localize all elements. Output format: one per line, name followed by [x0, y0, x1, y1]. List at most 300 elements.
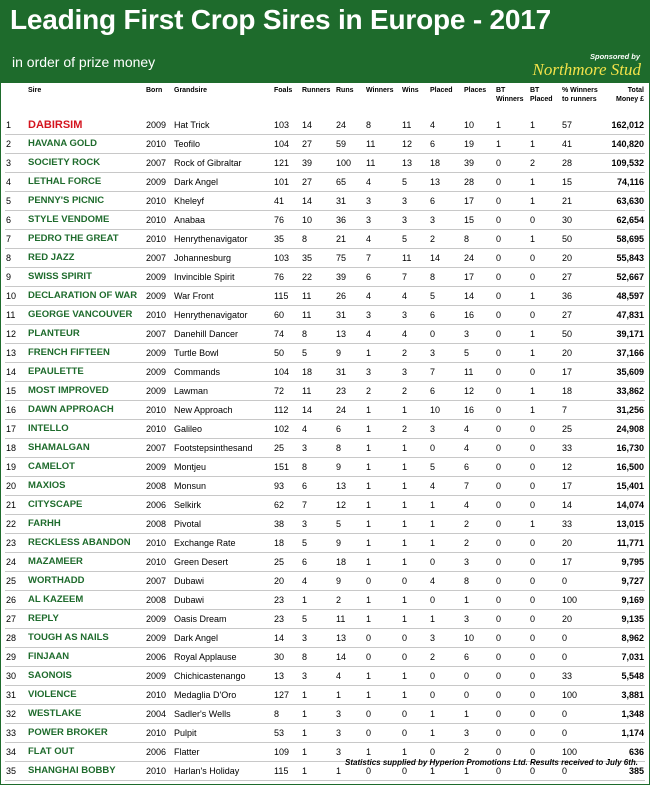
sire-name: DECLARATION OF WAR [27, 287, 145, 306]
table-cell: 2009 [145, 287, 173, 306]
table-cell: 63,630 [603, 192, 645, 211]
sire-name: PEDRO THE GREAT [27, 230, 145, 249]
table-cell: 21 [561, 192, 603, 211]
sire-name: POWER BROKER [27, 724, 145, 743]
table-row [5, 382, 645, 401]
table-cell: 11 [401, 249, 429, 268]
table-cell: 1 [365, 344, 401, 363]
table-cell: 0 [495, 325, 529, 344]
sire-name: RED JAZZ [27, 249, 145, 268]
sire-name: EPAULETTE [27, 363, 145, 382]
table-cell: 1 [401, 686, 429, 705]
table-cell: 2010 [145, 401, 173, 420]
table-cell: 3 [5, 154, 27, 173]
table-cell: 41 [561, 135, 603, 154]
table-cell: 11 [301, 287, 335, 306]
grandsire-name: Anabaa [173, 211, 273, 230]
table-cell: 31 [335, 192, 365, 211]
table-cell: 57 [561, 116, 603, 135]
table-cell: 2007 [145, 439, 173, 458]
table-cell: 27 [5, 610, 27, 629]
table-cell: 14 [5, 363, 27, 382]
table-cell: 1 [301, 743, 335, 762]
table-cell: 0 [529, 553, 561, 572]
sire-name: GEORGE VANCOUVER [27, 306, 145, 325]
table-cell: 127 [273, 686, 301, 705]
grandsire-name: Montjeu [173, 458, 273, 477]
table-cell: 4 [429, 477, 463, 496]
grandsire-name: Invincible Spirit [173, 268, 273, 287]
table-cell: 1 [463, 762, 495, 781]
table-cell: 31 [335, 363, 365, 382]
table-cell: 22 [301, 268, 335, 287]
table-body [5, 116, 645, 781]
table-cell: 14 [463, 287, 495, 306]
table-cell: 2007 [145, 572, 173, 591]
sire-name: MAZAMEER [27, 553, 145, 572]
table-cell: 6 [5, 211, 27, 230]
table-cell: 1 [429, 496, 463, 515]
table-cell: 0 [495, 648, 529, 667]
table-cell: 23 [273, 591, 301, 610]
table-cell: 2 [401, 420, 429, 439]
table-cell: 27 [561, 306, 603, 325]
table-row [5, 306, 645, 325]
table-cell: 0 [463, 686, 495, 705]
table-cell: 14 [301, 401, 335, 420]
table-cell: 4 [365, 173, 401, 192]
table-cell: 1 [365, 420, 401, 439]
table-cell: 19 [5, 458, 27, 477]
table-cell: 5 [301, 534, 335, 553]
header-banner [0, 0, 650, 83]
column-header: % Winners to runners [562, 87, 598, 103]
table-cell: 3 [429, 344, 463, 363]
table-cell: 35 [273, 230, 301, 249]
table-cell: 0 [495, 268, 529, 287]
table-cell: 12 [5, 325, 27, 344]
table-cell: 0 [529, 211, 561, 230]
table-cell: 109 [273, 743, 301, 762]
table-cell: 33 [561, 515, 603, 534]
table-cell: 0 [429, 686, 463, 705]
table-cell: 1 [429, 610, 463, 629]
grandsire-name: Green Desert [173, 553, 273, 572]
grandsire-name: Chichicastenango [173, 667, 273, 686]
table-cell: 0 [429, 591, 463, 610]
table-cell: 1,174 [603, 724, 645, 743]
column-header: Foals [274, 87, 293, 94]
table-cell: 2007 [145, 249, 173, 268]
table-cell: 2 [429, 648, 463, 667]
table-cell: 38 [273, 515, 301, 534]
table-cell: 5 [401, 230, 429, 249]
sire-name: MOST IMPROVED [27, 382, 145, 401]
grandsire-name: Dubawi [173, 591, 273, 610]
table-cell: 62,654 [603, 211, 645, 230]
table-cell: 1 [529, 401, 561, 420]
table-cell: 14 [335, 648, 365, 667]
table-cell: 5 [401, 173, 429, 192]
table-cell: 1 [365, 401, 401, 420]
table-cell: 6 [463, 648, 495, 667]
table-cell: 14 [273, 629, 301, 648]
table-cell: 9 [335, 458, 365, 477]
table-cell: 37,166 [603, 344, 645, 363]
table-cell: 0 [495, 515, 529, 534]
table-cell: 18 [301, 363, 335, 382]
table-cell: 52,667 [603, 268, 645, 287]
table-cell: 4 [401, 325, 429, 344]
table-cell: 0 [529, 306, 561, 325]
table-cell: 4 [5, 173, 27, 192]
table-cell: 1 [5, 116, 27, 135]
table-cell: 3 [335, 743, 365, 762]
sire-name: HAVANA GOLD [27, 135, 145, 154]
table-cell: 2009 [145, 458, 173, 477]
table-row [5, 572, 645, 591]
table-cell: 31,256 [603, 401, 645, 420]
table-cell: 35 [5, 762, 27, 781]
table-cell: 60 [273, 306, 301, 325]
table-cell: 0 [495, 192, 529, 211]
footer-note: Statistics supplied by Hyperion Promotions Ltd. Results received to July 6th. [345, 758, 638, 767]
table-cell: 65 [335, 173, 365, 192]
table-row [5, 116, 645, 135]
table-header [5, 86, 645, 116]
table-cell: 55,843 [603, 249, 645, 268]
table-cell: 0 [561, 762, 603, 781]
table-row [5, 401, 645, 420]
sire-name: INTELLO [27, 420, 145, 439]
table-cell: 0 [495, 496, 529, 515]
column-header: Runs [336, 87, 354, 94]
table-row [5, 534, 645, 553]
table-cell: 1 [365, 515, 401, 534]
table-cell: 76 [273, 211, 301, 230]
table-cell: 636 [603, 743, 645, 762]
table-cell: 1 [365, 439, 401, 458]
table-cell: 0 [529, 686, 561, 705]
table-cell: 59 [335, 135, 365, 154]
table-cell: 58,695 [603, 230, 645, 249]
table-cell: 13 [273, 667, 301, 686]
sire-name: PENNY'S PICNIC [27, 192, 145, 211]
table-cell: 2010 [145, 762, 173, 781]
table-cell: 11 [365, 135, 401, 154]
table-cell: 5,548 [603, 667, 645, 686]
table-cell: 50 [561, 325, 603, 344]
table-cell: 8 [301, 325, 335, 344]
table-cell: 100 [561, 686, 603, 705]
table-cell: 27 [561, 268, 603, 287]
table-cell: 5 [301, 344, 335, 363]
table-cell: 12 [463, 382, 495, 401]
table-row [5, 287, 645, 306]
table-cell: 12 [335, 496, 365, 515]
table-cell: 1 [365, 496, 401, 515]
table-cell: 7 [429, 363, 463, 382]
table-cell: 29 [5, 648, 27, 667]
table-cell: 9,169 [603, 591, 645, 610]
table-cell: 1 [365, 686, 401, 705]
table-row [5, 230, 645, 249]
table-cell: 1 [529, 192, 561, 211]
table-row [5, 211, 645, 230]
table-cell: 27 [301, 173, 335, 192]
table-cell: 14 [429, 249, 463, 268]
table-cell: 1 [529, 325, 561, 344]
grandsire-name: Lawman [173, 382, 273, 401]
table-cell: 1 [529, 173, 561, 192]
grandsire-name: Harlan's Holiday [173, 762, 273, 781]
table-cell: 7 [463, 477, 495, 496]
table-cell: 3 [335, 705, 365, 724]
table-cell: 17 [5, 420, 27, 439]
table-cell: 2010 [145, 724, 173, 743]
table-cell: 1 [301, 686, 335, 705]
table-cell: 3 [463, 610, 495, 629]
table-cell: 0 [529, 724, 561, 743]
table-cell: 7 [561, 401, 603, 420]
table-cell: 35 [301, 249, 335, 268]
table-cell: 2010 [145, 553, 173, 572]
table-cell: 0 [429, 439, 463, 458]
grandsire-name: Dark Angel [173, 173, 273, 192]
table-cell: 8 [5, 249, 27, 268]
table-cell: 20 [561, 344, 603, 363]
table-cell: 24 [335, 116, 365, 135]
table-cell: 11,771 [603, 534, 645, 553]
table-cell: 2010 [145, 230, 173, 249]
table-cell: 53 [273, 724, 301, 743]
table-row [5, 192, 645, 211]
column-header: Winners [366, 87, 394, 94]
table-cell: 0 [529, 610, 561, 629]
sponsor-logo: Northmore Stud [532, 60, 641, 79]
table-cell: 10 [301, 211, 335, 230]
table-row [5, 648, 645, 667]
table-cell: 24,908 [603, 420, 645, 439]
table-cell: 2009 [145, 363, 173, 382]
table-cell: 10 [429, 401, 463, 420]
table-cell: 23 [5, 534, 27, 553]
table-cell: 121 [273, 154, 301, 173]
table-cell: 2009 [145, 610, 173, 629]
table-cell: 0 [495, 382, 529, 401]
table-cell: 7 [401, 268, 429, 287]
table-cell: 14 [301, 192, 335, 211]
table-cell: 14 [301, 116, 335, 135]
table-cell: 1 [529, 116, 561, 135]
table-cell: 16,730 [603, 439, 645, 458]
table-cell: 4 [335, 667, 365, 686]
table-cell: 1 [365, 667, 401, 686]
table-cell: 0 [529, 420, 561, 439]
table-cell: 9,727 [603, 572, 645, 591]
table-cell: 50 [273, 344, 301, 363]
table-cell: 0 [495, 306, 529, 325]
grandsire-name: Pivotal [173, 515, 273, 534]
table-cell: 2009 [145, 382, 173, 401]
table-cell: 1 [365, 610, 401, 629]
table-cell: 100 [561, 591, 603, 610]
table-cell: 1 [365, 743, 401, 762]
table-cell: 25 [273, 553, 301, 572]
table-cell: 0 [495, 743, 529, 762]
table-row [5, 439, 645, 458]
table-cell: 162,012 [603, 116, 645, 135]
table-cell: 5 [429, 287, 463, 306]
table-cell: 8 [273, 705, 301, 724]
table-cell: 2006 [145, 743, 173, 762]
table-row [5, 553, 645, 572]
table-cell: 0 [529, 667, 561, 686]
table-cell: 3 [429, 420, 463, 439]
table-cell: 0 [365, 572, 401, 591]
table-cell: 0 [401, 648, 429, 667]
table-cell: 1 [429, 534, 463, 553]
column-header: Placed [430, 87, 453, 94]
table-cell: 0 [495, 439, 529, 458]
table-cell: 4 [365, 287, 401, 306]
table-row [5, 515, 645, 534]
table-cell: 23 [335, 382, 365, 401]
sire-name: REPLY [27, 610, 145, 629]
sire-name: SHAMALGAN [27, 439, 145, 458]
grandsire-name: Rock of Gibraltar [173, 154, 273, 173]
table-row [5, 610, 645, 629]
table-cell: 101 [273, 173, 301, 192]
table-cell: 1 [463, 591, 495, 610]
table-cell: 0 [529, 705, 561, 724]
table-cell: 0 [561, 629, 603, 648]
table-cell: 0 [529, 762, 561, 781]
table-cell: 0 [529, 591, 561, 610]
sire-name: PLANTEUR [27, 325, 145, 344]
sire-name: STYLE VENDOME [27, 211, 145, 230]
table-cell: 33 [5, 724, 27, 743]
table-cell: 1 [401, 667, 429, 686]
table-cell: 33 [561, 439, 603, 458]
table-cell: 0 [495, 230, 529, 249]
table-cell: 7 [301, 496, 335, 515]
table-cell: 13,015 [603, 515, 645, 534]
table-cell: 0 [429, 667, 463, 686]
table-cell: 2009 [145, 173, 173, 192]
table-cell: 140,820 [603, 135, 645, 154]
table-cell: 2004 [145, 705, 173, 724]
table-cell: 1 [301, 591, 335, 610]
table-cell: 9 [335, 534, 365, 553]
table-cell: 2008 [145, 591, 173, 610]
table-cell: 3 [429, 211, 463, 230]
table-cell: 24 [463, 249, 495, 268]
table-cell: 75 [335, 249, 365, 268]
table-cell: 23 [273, 610, 301, 629]
table-cell: 18 [335, 553, 365, 572]
sponsor-label: Sponsored by [589, 52, 640, 61]
table-cell: 39,171 [603, 325, 645, 344]
table-cell: 4 [301, 420, 335, 439]
table-cell: 0 [401, 762, 429, 781]
table-cell: 0 [365, 705, 401, 724]
table-cell: 20 [273, 572, 301, 591]
table-cell: 74 [273, 325, 301, 344]
grandsire-name: Teofilo [173, 135, 273, 154]
table-cell: 16,500 [603, 458, 645, 477]
table-cell: 25 [273, 439, 301, 458]
table-cell: 0 [495, 477, 529, 496]
table-cell: 0 [529, 477, 561, 496]
table-cell: 1 [365, 553, 401, 572]
table-cell: 2010 [145, 211, 173, 230]
table-cell: 5 [301, 610, 335, 629]
table-cell: 26 [335, 287, 365, 306]
table-cell: 112 [273, 401, 301, 420]
table-cell: 20 [5, 477, 27, 496]
table-cell: 1 [429, 705, 463, 724]
table-cell: 1 [335, 762, 365, 781]
table-row [5, 268, 645, 287]
table-row [5, 135, 645, 154]
column-header: Places [464, 87, 487, 94]
table-cell: 0 [561, 705, 603, 724]
table-cell: 3 [301, 667, 335, 686]
grandsire-name: Danehill Dancer [173, 325, 273, 344]
table-cell: 4 [463, 496, 495, 515]
table-cell: 33,862 [603, 382, 645, 401]
grandsire-name: Flatter [173, 743, 273, 762]
table-cell: 1 [365, 591, 401, 610]
table-cell: 0 [529, 496, 561, 515]
table-cell: 2 [365, 382, 401, 401]
page-title: Leading First Crop Sires in Europe - 2017 [10, 4, 552, 35]
table-cell: 4 [365, 230, 401, 249]
sire-name: WORTHADD [27, 572, 145, 591]
column-header: Sire [28, 87, 42, 94]
table-cell: 0 [401, 572, 429, 591]
table-cell: 1 [401, 458, 429, 477]
table-cell: 28 [463, 173, 495, 192]
table-cell: 0 [495, 534, 529, 553]
table-cell: 76 [273, 268, 301, 287]
grandsire-name: Henrythenavigator [173, 230, 273, 249]
table-cell: 1 [335, 686, 365, 705]
table-cell: 0 [529, 458, 561, 477]
table-cell: 115 [273, 762, 301, 781]
table-cell: 3 [335, 724, 365, 743]
table-cell: 2007 [145, 154, 173, 173]
table-cell: 1 [529, 135, 561, 154]
table-cell: 41 [273, 192, 301, 211]
sire-name: TOUGH AS NAILS [27, 629, 145, 648]
table-cell: 1 [529, 344, 561, 363]
table-cell: 0 [495, 363, 529, 382]
table-cell: 50 [561, 230, 603, 249]
table-cell: 104 [273, 135, 301, 154]
sire-name: FLAT OUT [27, 743, 145, 762]
table-cell: 0 [401, 724, 429, 743]
table-cell: 3 [365, 211, 401, 230]
table-cell: 14 [561, 496, 603, 515]
sire-name: SWISS SPIRIT [27, 268, 145, 287]
table-cell: 39 [335, 268, 365, 287]
table-cell: 2009 [145, 268, 173, 287]
table-cell: 3 [365, 192, 401, 211]
table-cell: 6 [301, 553, 335, 572]
table-cell: 13 [335, 629, 365, 648]
